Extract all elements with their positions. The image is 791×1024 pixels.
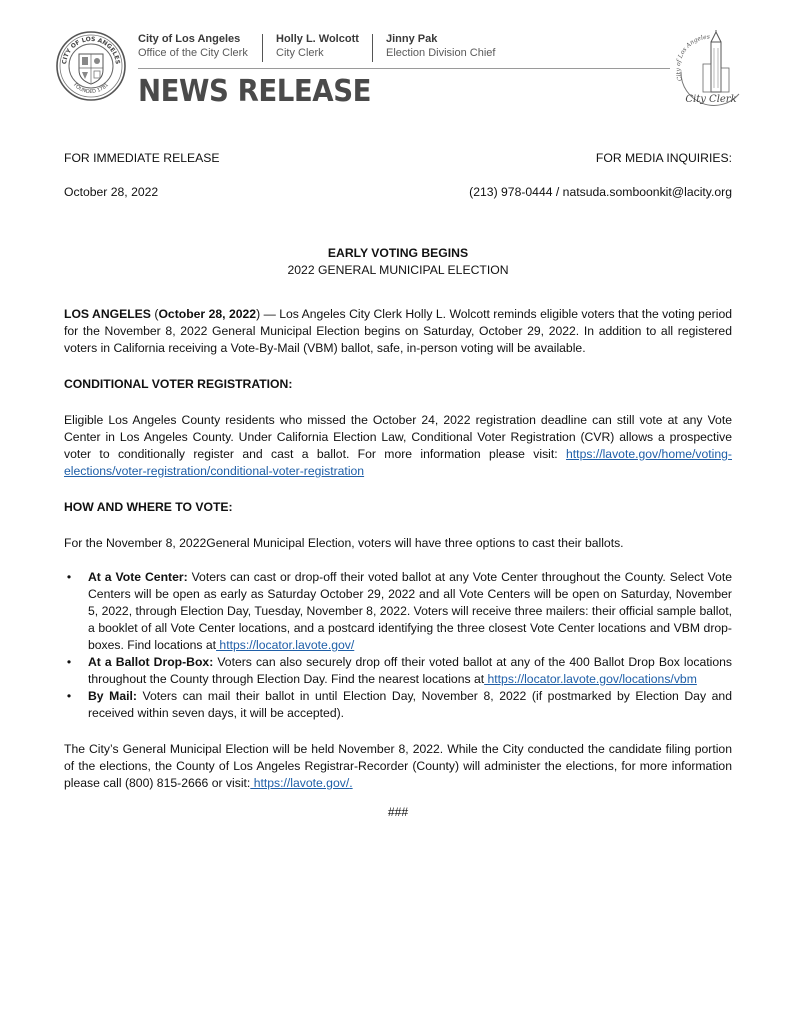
news-release-title: NEWS RELEASE bbox=[138, 74, 372, 109]
drop-box-locator-link[interactable]: https://locator.lavote.gov/locations/vbm bbox=[484, 672, 697, 686]
release-label: FOR IMMEDIATE RELEASE bbox=[64, 151, 220, 165]
svg-text:City Clerk: City Clerk bbox=[685, 94, 737, 105]
cvr-link[interactable]: https://lavote.gov/home/voting-elections/voter-registration/conditional-voter-registration bbox=[64, 447, 732, 478]
media-contact: (213) 978-0444 / natsuda.somboonkit@lacity.org bbox=[469, 185, 732, 199]
letterhead bbox=[0, 0, 791, 120]
cvr-body: Eligible Los Angeles County residents who missed the October 24, 2022 registration deadline can still vote at any Vote Center in Los Angeles County. Under California Election Law, Conditional Voter Registration (CVR) allows a prospective voter to conditionally register and cast a ballot. For more information please visit: bbox=[64, 413, 732, 461]
release-labels-row bbox=[64, 150, 732, 167]
official1-name: Holly L. Wolcott bbox=[276, 33, 359, 45]
list-item bbox=[64, 654, 732, 688]
lavote-link[interactable]: https://lavote.gov/ bbox=[250, 776, 350, 790]
option-text: Voters can mail their ballot in until Election Day, November 8, 2022 (if postmarked by Election Day and received within seven days, it will be accepted). bbox=[88, 689, 732, 720]
end-mark: ### bbox=[387, 805, 409, 819]
closing-paragraph bbox=[64, 741, 732, 792]
org-sub: Office of the City Clerk bbox=[138, 47, 248, 59]
header-rule bbox=[138, 68, 670, 69]
closing-text: The City’s General Municipal Election will be held November 8, 2022. While the City conducted the candidate filing portion of the elections, the County of Los Angeles Registrar-Recorder (County) will administer the elections, for more information please call (800) 815-2666 or visit: bbox=[64, 742, 732, 790]
city-seal-logo bbox=[55, 30, 127, 102]
svg-text:FOUNDED 1781: FOUNDED 1781 bbox=[72, 82, 110, 96]
org-name: City of Los Angeles bbox=[138, 33, 241, 45]
svg-text:City of Los Angeles: City of Los Angeles bbox=[674, 33, 711, 82]
official2-title: Election Division Chief bbox=[386, 47, 496, 59]
cvr-heading: CONDITIONAL VOTER REGISTRATION: bbox=[64, 377, 293, 391]
dateline-date: October 28, 2022 bbox=[158, 307, 257, 321]
media-inquiries-label: FOR MEDIA INQUIRIES: bbox=[595, 151, 732, 165]
option-text: Voters can cast or drop-off their voted ballot at any Vote Center throughout the County. Select Vote Centers will be open as early as Saturday October 29, 2022 and all Vote Centers will be open on Saturday, November 5, 2022, through Election Day, Tuesday, November 8, 2022. Voters will receive three mailers: their official sample ballot, a booklet of all Vote Center locations, and a postcard identifying the three closest Vote Center locations and VBM drop-boxes. Find locations at bbox=[88, 570, 732, 652]
bullet-icon: • bbox=[66, 655, 72, 669]
how-to-vote-intro: For the November 8, 2022General Municipal Election, voters will have three options to cast their ballots. bbox=[64, 536, 624, 550]
official1-title: City Clerk bbox=[276, 47, 324, 59]
headline-title: EARLY VOTING BEGINS bbox=[327, 246, 469, 260]
bullet-icon: • bbox=[66, 689, 72, 703]
dateline-city: LOS ANGELES bbox=[64, 307, 151, 321]
closing-period: . bbox=[349, 776, 353, 790]
release-date: October 28, 2022 bbox=[64, 185, 159, 199]
header-divider bbox=[372, 34, 373, 62]
intro-body: — Los Angeles City Clerk Holly L. Wolcott reminds eligible voters that the voting period for the November 8, 2022 General Municipal Election begins on Saturday, October 29, 2022. In addition to all registered voters in California receiving a Vote-By-Mail (VBM) ballot, safe, in-person voting will be available. bbox=[64, 307, 733, 355]
cvr-paragraph bbox=[64, 412, 732, 480]
option-label: At a Ballot Drop-Box: bbox=[88, 655, 214, 669]
list-item bbox=[64, 569, 732, 654]
bullet-icon: • bbox=[66, 570, 72, 584]
city-clerk-logo bbox=[673, 28, 755, 110]
dateline-close: ) bbox=[256, 307, 261, 321]
svg-text:CITY OF LOS ANGELES: CITY OF LOS ANGELES bbox=[61, 35, 121, 65]
official2-name: Jinny Pak bbox=[386, 33, 438, 45]
list-item bbox=[64, 688, 732, 722]
date-contact-row bbox=[64, 184, 732, 201]
dateline-open: ( bbox=[150, 307, 159, 321]
press-release-body bbox=[64, 150, 732, 821]
how-to-vote-heading: HOW AND WHERE TO VOTE: bbox=[64, 500, 233, 514]
voting-options-list bbox=[64, 569, 732, 722]
headline-subtitle: 2022 GENERAL MUNICIPAL ELECTION bbox=[287, 263, 509, 277]
vote-center-locator-link[interactable]: https://locator.lavote.gov/ bbox=[216, 638, 355, 652]
option-text: Voters can also securely drop off their voted ballot at any of the 400 Ballot Drop Box locations throughout the County through Election Day. Find the nearest locations at bbox=[88, 655, 732, 686]
option-label: By Mail: bbox=[88, 689, 137, 703]
header-divider bbox=[262, 34, 263, 62]
intro-paragraph bbox=[64, 306, 732, 357]
option-label: At a Vote Center: bbox=[88, 570, 188, 584]
